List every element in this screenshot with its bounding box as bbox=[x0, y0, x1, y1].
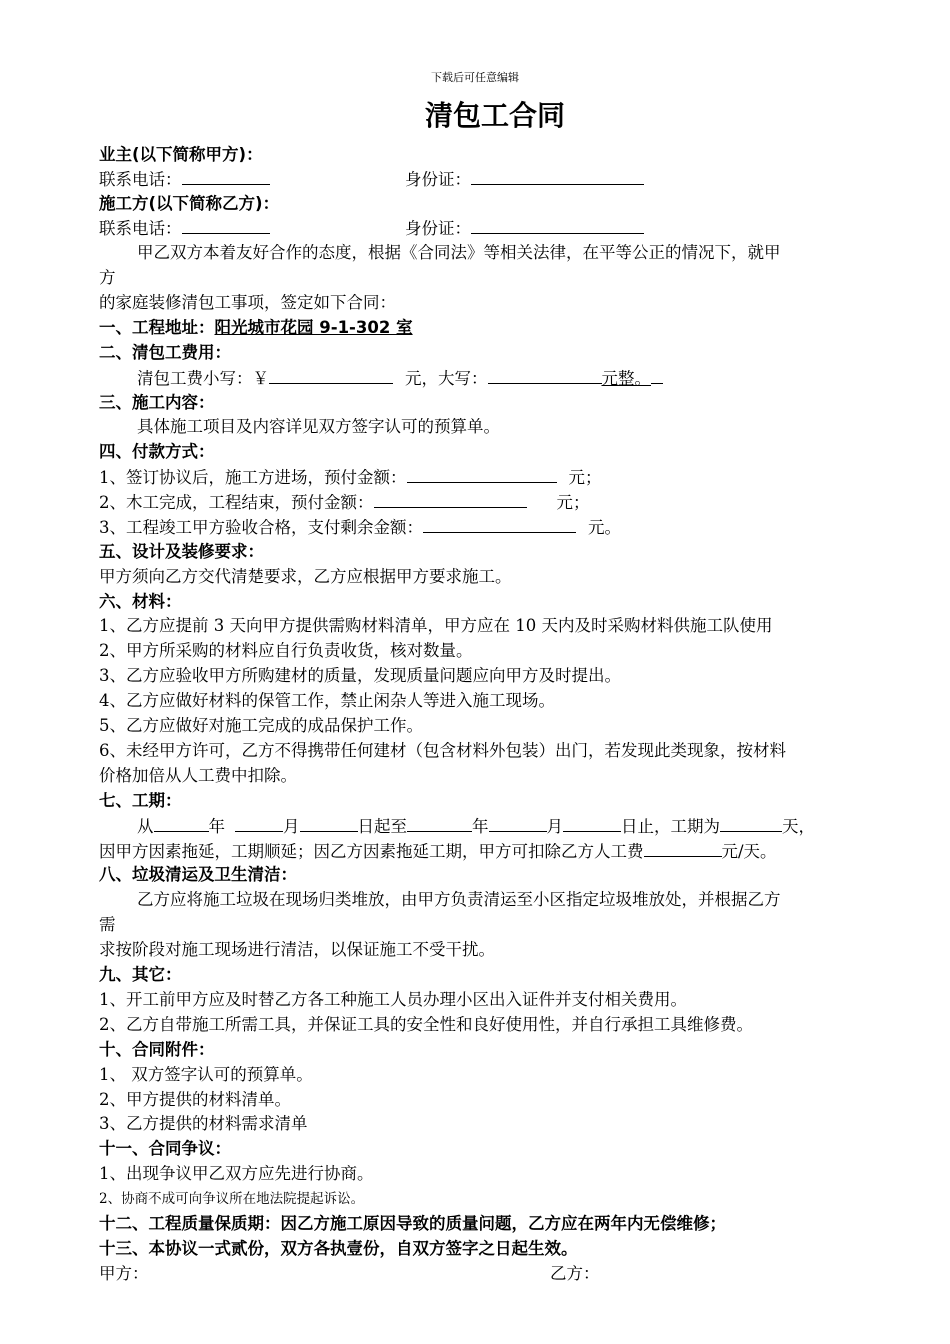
section-5-heading: 五、设计及装修要求： bbox=[99, 542, 264, 561]
end-month-blank[interactable] bbox=[489, 815, 547, 832]
section-3-heading: 三、施工内容： bbox=[99, 393, 215, 412]
fee-end-tail bbox=[651, 367, 663, 384]
other-item: 1、开工前甲方应及时替乙方各工种施工人员办理小区出入证件并支付相关费用。 bbox=[99, 990, 687, 1009]
fee-unit-label: 元，大写： bbox=[405, 369, 488, 388]
contractor-phone-blank[interactable] bbox=[182, 217, 270, 234]
section-1-heading: 一、工程地址： bbox=[99, 318, 215, 337]
delay-row bbox=[99, 840, 777, 863]
section-7-heading: 七、工期： bbox=[99, 791, 182, 810]
other-item: 2、乙方自带施工所需工具，并保证工具的安全性和良好使用性，并自行承担工具维修费。 bbox=[99, 1015, 753, 1034]
fee-small-blank[interactable] bbox=[269, 367, 393, 384]
day-to-label: 日止，工期为 bbox=[621, 817, 720, 836]
payment-item-3-blank[interactable] bbox=[423, 516, 576, 533]
duration-blank[interactable] bbox=[720, 815, 782, 832]
month-label: 月 bbox=[546, 817, 563, 836]
contractor-id-row bbox=[405, 217, 644, 240]
dispute-item-2: 2、协商不成可向争议所在地法院提起诉讼。 bbox=[99, 1191, 365, 1207]
month-label: 月 bbox=[283, 817, 300, 836]
dispute-item-1: 1、出现争议甲乙双方应先进行协商。 bbox=[99, 1164, 374, 1183]
owner-phone-blank[interactable] bbox=[182, 168, 270, 185]
penalty-blank[interactable] bbox=[644, 840, 722, 857]
end-year-blank[interactable] bbox=[407, 815, 472, 832]
section-8-line-1: 乙方应将施工垃圾在现场归类堆放，由甲方负责清运至小区指定垃圾堆放处，并根据乙方 bbox=[137, 890, 781, 909]
section-1 bbox=[99, 317, 413, 339]
material-item: 4、乙方应做好材料的保管工作，禁止闲杂人等进入施工现场。 bbox=[99, 691, 555, 710]
material-item: 3、乙方应验收甲方所购建材的质量，发现质量问题应向甲方及时提出。 bbox=[99, 666, 621, 685]
party-b-signature-label: 乙方： bbox=[550, 1264, 600, 1283]
material-item: 1、乙方应提前 3 天向甲方提供需购材料清单，甲方应在 10 天内及时采购材料供施工队使用 bbox=[99, 616, 773, 635]
start-day-blank[interactable] bbox=[300, 815, 358, 832]
payment-item-2-blank[interactable] bbox=[374, 491, 527, 508]
owner-heading: 业主(以下简称甲方)： bbox=[99, 145, 263, 164]
payment-item-1-unit: 元； bbox=[568, 468, 602, 487]
contractor-id-label: 身份证： bbox=[405, 219, 471, 238]
section-12: 十二、工程质量保质期：因乙方施工原因导致的质量问题，乙方应在两年内无偿维修； bbox=[99, 1214, 726, 1233]
payment-item-3-unit: 元。 bbox=[588, 518, 621, 537]
material-item: 价格加倍从人工费中扣除。 bbox=[99, 766, 297, 785]
section-4-heading: 四、付款方式： bbox=[99, 442, 215, 461]
payment-item-3 bbox=[99, 516, 621, 539]
schedule-row bbox=[137, 815, 815, 838]
section-11-heading: 十一、合同争议： bbox=[99, 1139, 231, 1158]
owner-phone-row bbox=[99, 168, 270, 191]
section-2-heading: 二、清包工费用： bbox=[99, 343, 231, 362]
contractor-heading: 施工方(以下简称乙方)： bbox=[99, 194, 280, 213]
payment-item-1-label: 1、签订协议后，施工方进场，预付金额： bbox=[99, 468, 407, 487]
payment-item-3-label: 3、工程竣工甲方验收合格，支付剩余金额： bbox=[99, 518, 423, 537]
contractor-phone-row bbox=[99, 217, 270, 240]
contractor-phone-label: 联系电话： bbox=[99, 219, 182, 238]
day-from-label: 日起至 bbox=[357, 817, 407, 836]
payment-item-1-blank[interactable] bbox=[407, 466, 557, 483]
intro-line-3: 的家庭装修清包工事项，签定如下合同： bbox=[99, 293, 396, 312]
section-8-line-3: 求按阶段对施工现场进行清洁，以保证施工不受干扰。 bbox=[99, 940, 495, 959]
party-a-signature-label: 甲方： bbox=[99, 1264, 149, 1283]
penalty-unit: 元/天。 bbox=[721, 842, 777, 861]
material-item: 2、甲方所采购的材料应自行负责收货，核对数量。 bbox=[99, 641, 473, 660]
attachment-item: 2、甲方提供的材料清单。 bbox=[99, 1090, 291, 1109]
fee-small-label: 清包工费小写：￥ bbox=[137, 369, 269, 388]
fee-capital-blank[interactable] bbox=[488, 367, 602, 384]
section-13: 十三、本协议一式贰份，双方各执壹份，自双方签字之日起生效。 bbox=[99, 1239, 578, 1258]
delay-text: 因甲方因素拖延，工期顺延；因乙方因素拖延工期，甲方可扣除乙方人工费 bbox=[99, 842, 644, 861]
owner-id-blank[interactable] bbox=[471, 168, 644, 185]
year-label: 年 bbox=[472, 817, 489, 836]
section-5-text: 甲方须向乙方交代清楚要求，乙方应根据甲方要求施工。 bbox=[99, 567, 512, 586]
intro-line-2: 方 bbox=[99, 268, 116, 287]
start-year-blank[interactable] bbox=[154, 815, 209, 832]
project-address: 阳光城市花园 9-1-302 室 bbox=[214, 318, 413, 337]
fee-row bbox=[137, 367, 663, 390]
end-day-blank[interactable] bbox=[563, 815, 621, 832]
section-8-line-2: 需 bbox=[99, 915, 116, 934]
material-item: 6、未经甲方许可，乙方不得携带任何建材（包含材料外包装）出门，若发现此类现象，按材料 bbox=[99, 741, 786, 760]
section-8-heading: 八、垃圾清运及卫生清洁： bbox=[99, 865, 297, 884]
owner-id-row bbox=[405, 168, 644, 191]
year-label: 年 bbox=[208, 817, 225, 836]
payment-item-2 bbox=[99, 491, 590, 514]
payment-item-2-label: 2、木工完成，工程结束，预付金额： bbox=[99, 493, 374, 512]
start-month-blank[interactable] bbox=[235, 815, 283, 832]
owner-phone-label: 联系电话： bbox=[99, 170, 182, 189]
document-title: 清包工合同 bbox=[424, 99, 565, 132]
section-3-text: 具体施工项目及内容详见双方签字认可的预算单。 bbox=[137, 417, 500, 436]
section-9-heading: 九、其它： bbox=[99, 965, 182, 984]
material-item: 5、乙方应做好对施工完成的成品保护工作。 bbox=[99, 716, 423, 735]
intro-line-1: 甲乙双方本着友好合作的态度，根据《合同法》等相关法律，在平等公正的情况下，就甲 bbox=[137, 243, 781, 262]
header-note: 下载后可任意编辑 bbox=[431, 71, 519, 84]
section-10-heading: 十、合同附件： bbox=[99, 1040, 215, 1059]
contractor-id-blank[interactable] bbox=[471, 217, 644, 234]
owner-id-label: 身份证： bbox=[405, 170, 471, 189]
from-label: 从 bbox=[137, 817, 154, 836]
attachment-item: 3、乙方提供的材料需求清单 bbox=[99, 1114, 308, 1133]
payment-item-1 bbox=[99, 466, 602, 489]
days-label: 天， bbox=[782, 817, 815, 836]
payment-item-2-unit: 元； bbox=[556, 493, 590, 512]
fee-end-label: 元整。 bbox=[601, 369, 651, 388]
section-6-heading: 六、材料： bbox=[99, 592, 182, 611]
attachment-item: 1、 双方签字认可的预算单。 bbox=[99, 1065, 313, 1084]
